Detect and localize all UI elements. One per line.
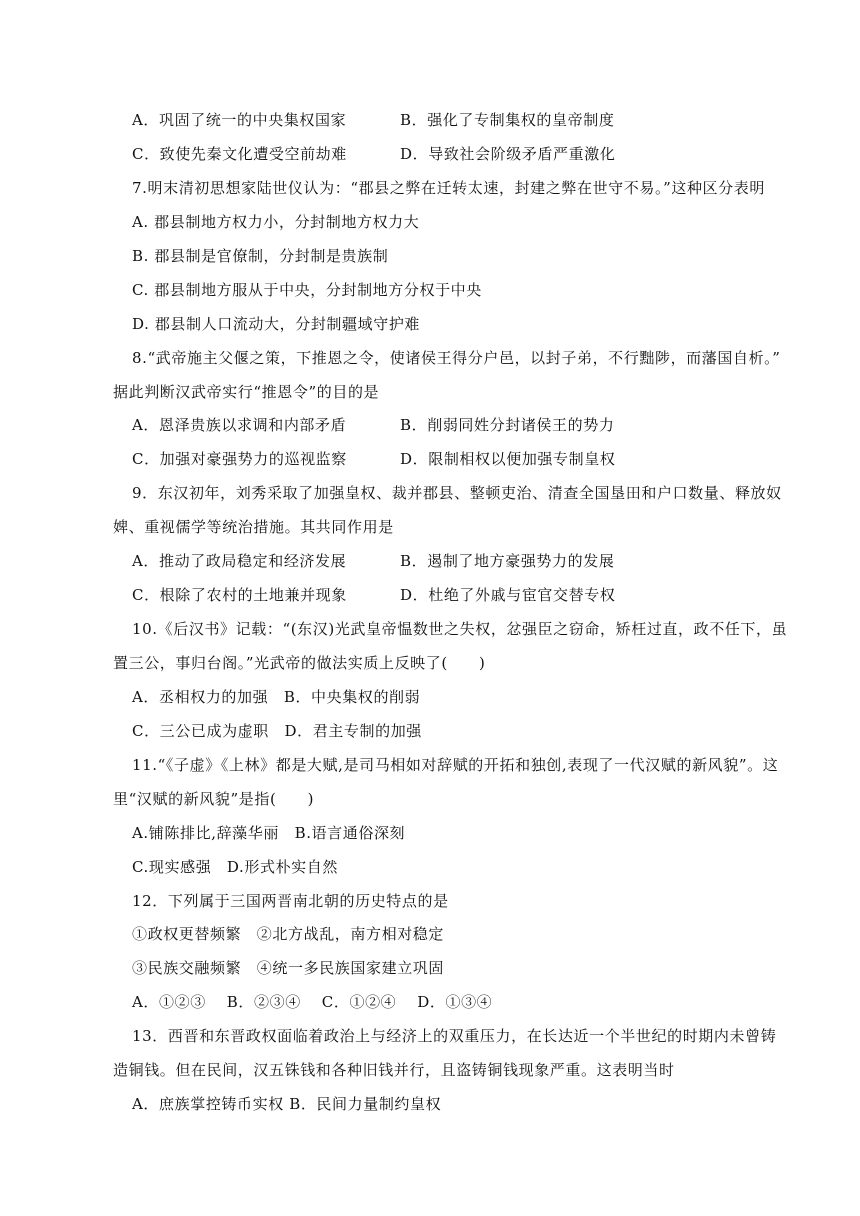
q8-option-b: B．削弱同姓分封诸侯王的势力	[400, 416, 615, 434]
q11-options-cd: C.现实感强 D.形式朴实自然	[132, 858, 338, 876]
q6-option-d: D．导致社会阶级矛盾严重激化	[400, 145, 616, 163]
q6-option-c: C．致使先秦文化遭受空前劫难	[132, 145, 347, 163]
q7-option-b: B. 郡县制是官僚制，分封制是贵族制	[132, 247, 389, 265]
q13-stem-line2: 造铜钱。但在民间，汉五铢钱和各种旧钱并行，且盗铸铜钱现象严重。这表明当时	[113, 1061, 675, 1079]
q12-stem: 12．下列属于三国两晋南北朝的历史特点的是	[132, 892, 449, 910]
q8-option-a: A．恩泽贵族以求调和内部矛盾	[132, 416, 347, 434]
q7-option-d: D. 郡县制人口流动大，分封制疆域守护难	[132, 315, 421, 333]
q10-options-cd: C．三公已成为虚职 D．君主专制的加强	[132, 722, 422, 740]
q7-option-c: C. 郡县制地方服从于中央，分封制地方分权于中央	[132, 281, 482, 299]
q11-options-ab: A.铺陈排比,辞藻华丽 B.语言通俗深刻	[132, 824, 406, 842]
q11-stem-line2: 里“汉赋的新风貌”是指( )	[113, 790, 315, 808]
q9-option-d: D．杜绝了外戚与宦官交替专权	[400, 586, 616, 604]
q13-options-ab: A．庶族掌控铸币实权 B．民间力量制约皇权	[132, 1095, 442, 1113]
q6-option-b: B．强化了专制集权的皇帝制度	[400, 111, 615, 129]
q8-stem-line2: 据此判断汉武帝实行“推恩令”的目的是	[113, 383, 380, 401]
q13-stem-line1: 13．西晋和东晋政权面临着政治上与经济上的双重压力，在长达近一个半世纪的时期内未曾铸	[132, 1027, 777, 1045]
q8-stem-line1: 8.“武帝施主父偃之策，下推恩之令，使诸侯王得分户邑，以封子弟，不行黜陟，而藩国自析。”	[132, 349, 781, 367]
q12-items-line1: ①政权更替频繁 ②北方战乱，南方相对稳定	[132, 925, 445, 943]
q6-option-a: A．巩固了统一的中央集权国家	[132, 111, 347, 129]
q9-stem-line1: 9．东汉初年，刘秀采取了加强皇权、裁并郡县、整顿吏治、清查全国垦田和户口数量、释放奴	[132, 484, 782, 502]
q7-option-a: A. 郡县制地方权力小，分封制地方权力大	[132, 213, 420, 231]
q9-option-c: C．根除了农村的土地兼并现象	[132, 586, 347, 604]
q9-stem-line2: 婢、重视儒学等统治措施。其共同作用是	[113, 518, 394, 536]
q12-items-line2: ③民族交融频繁 ④统一多民族国家建立巩固	[132, 959, 445, 977]
q10-stem-line2: 置三公，事归台阁。”光武帝的做法实质上反映了( )	[113, 654, 486, 672]
q10-options-ab: A．丞相权力的加强 B．中央集权的削弱	[132, 688, 421, 706]
q8-option-d: D．限制相权以便加强专制皇权	[400, 450, 616, 468]
q10-stem-line1: 10.《后汉书》记载：“(东汉)光武皇帝愠数世之失权，忿强臣之窃命，矫枉过直，政不任下，虽	[132, 620, 788, 638]
q11-stem-line1: 11.“《子虚》《上林》都是大赋,是司马相如对辞赋的开拓和独创,表现了一代汉赋的新风貌”。这	[132, 756, 779, 774]
q7-stem: 7.明末清初思想家陆世仪认为：“郡县之弊在迁转太速，封建之弊在世守不易。”这种区分表明	[132, 179, 765, 197]
q9-option-b: B．遏制了地方豪强势力的发展	[400, 552, 615, 570]
q9-option-a: A．推动了政局稳定和经济发展	[132, 552, 347, 570]
q12-options: A．①②③ B．②③④ C．①②④ D．①③④	[132, 993, 493, 1011]
q8-option-c: C．加强对豪强势力的巡视监察	[132, 450, 347, 468]
